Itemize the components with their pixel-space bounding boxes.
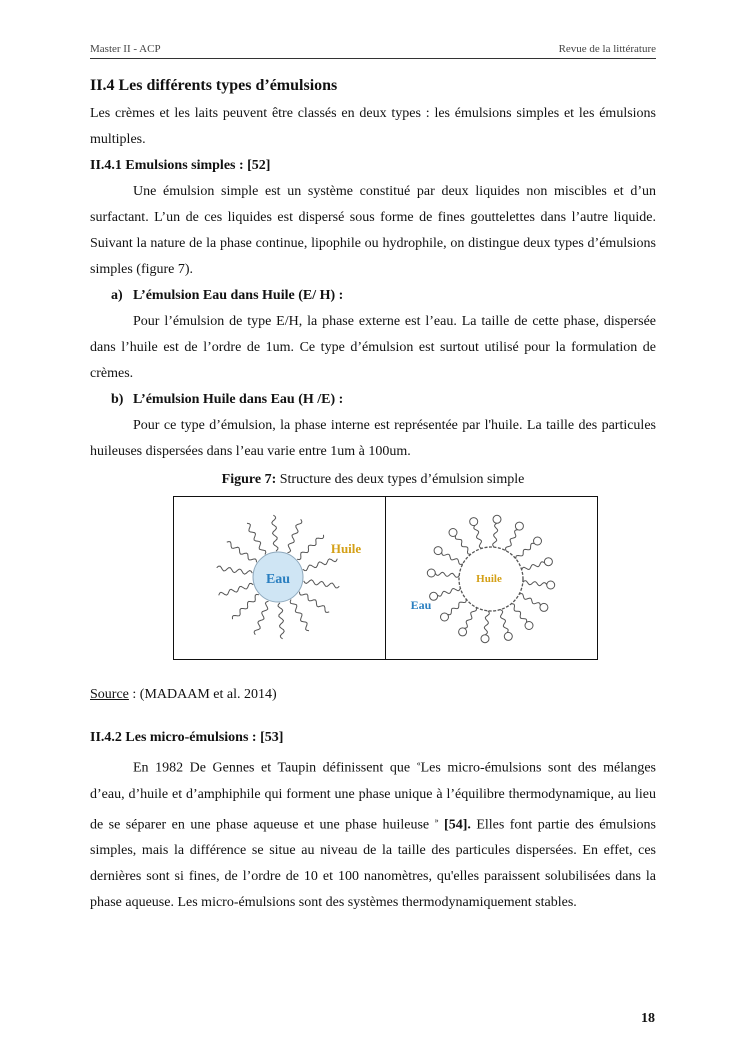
emulsion-figure bbox=[173, 496, 598, 660]
figure-label: Figure 7: bbox=[221, 472, 277, 487]
page-content bbox=[90, 75, 656, 916]
surfactant-head bbox=[481, 635, 489, 643]
item-b-heading bbox=[90, 387, 656, 413]
item-a-title: L’émulsion Eau dans Huile (E/ H) : bbox=[133, 288, 344, 303]
surfactant-head bbox=[449, 529, 457, 537]
figure-caption-text: Structure des deux types d’émulsion simple bbox=[279, 472, 525, 487]
source-text: : (MADAAM et al. 2014) bbox=[128, 687, 277, 702]
surfactant-tail bbox=[247, 523, 266, 554]
surfactant-tail bbox=[442, 553, 463, 565]
water-in-oil-diagram bbox=[174, 497, 385, 659]
simple-emulsion-paragraph: Une émulsion simple est un système constitué par deux liquides non miscibles et d’un surfactant. L’un de ces liquides est dispersé sous forme de fines gouttelettes dans l’autre liquide. Suivant la nature de la phase continue, lipophile ou hydrophile, on distingue deux types d’émulsions simples (figure 7). bbox=[90, 184, 656, 277]
surfactant-head bbox=[544, 558, 552, 566]
surfactant-tail bbox=[500, 610, 508, 633]
micro-ref: [54]. bbox=[438, 817, 471, 833]
surfactant-tail bbox=[465, 607, 477, 628]
figure-panel-oil-in-water bbox=[385, 497, 597, 659]
surfactant-tail bbox=[278, 603, 284, 639]
surfactant-tail bbox=[303, 559, 338, 571]
surfactant-tail bbox=[437, 588, 460, 596]
surfactant-tail bbox=[448, 599, 467, 614]
center-label-eau: Eau bbox=[265, 572, 291, 587]
surfactant-tail bbox=[232, 594, 259, 619]
surfactant-tail bbox=[455, 536, 470, 555]
surfactant-head bbox=[504, 632, 512, 640]
surfactant-tail bbox=[219, 583, 254, 595]
surfactant-tail bbox=[254, 601, 268, 635]
surfactant-tail bbox=[217, 566, 253, 574]
surfactant-tail bbox=[484, 611, 489, 635]
surfactant-head bbox=[434, 547, 442, 555]
surfactant-head bbox=[470, 518, 478, 526]
header-right: Revue de la littérature bbox=[558, 43, 656, 55]
source-label: Source bbox=[90, 687, 129, 702]
close-quote: » bbox=[434, 815, 439, 825]
surfactant-head bbox=[525, 622, 533, 630]
surfactant-tail bbox=[288, 519, 302, 553]
section-title: II.4 Les différents types d’émulsions bbox=[90, 77, 338, 94]
page-header bbox=[90, 43, 656, 59]
header-left: Master II - ACP bbox=[90, 43, 161, 55]
open-quote: « bbox=[416, 759, 421, 768]
page-number: 18 bbox=[641, 1011, 655, 1026]
item-a-marker: a) bbox=[111, 288, 123, 303]
surfactant-tail bbox=[519, 594, 540, 606]
surfactant-head bbox=[441, 613, 449, 621]
surfactant-tail bbox=[297, 535, 324, 560]
figure-source bbox=[90, 685, 656, 705]
surfactant-head bbox=[547, 581, 555, 589]
surfactant-head bbox=[540, 603, 548, 611]
oil-in-water-diagram bbox=[386, 497, 597, 659]
figure-panel-water-in-oil bbox=[174, 497, 385, 659]
figure-caption bbox=[90, 470, 656, 490]
surfactant-tail bbox=[493, 523, 498, 547]
surfactant-head bbox=[427, 569, 435, 577]
surfactant-tail bbox=[516, 543, 535, 558]
surfactant-tail bbox=[300, 592, 330, 613]
surfactant-tail bbox=[474, 525, 482, 548]
surfactant-tail bbox=[272, 515, 278, 551]
surfactant-tail bbox=[304, 580, 340, 588]
center-label-huile: Huile bbox=[476, 573, 502, 585]
item-a-heading bbox=[90, 283, 656, 309]
surfactant-head bbox=[493, 515, 501, 523]
item-a-paragraph: Pour l’émulsion de type E/H, la phase externe est l’eau. La taille de cette phase, dispersée dans l’huile est de l’ordre de 1um. Ce type d’émulsion est surtout utilisé pour la formulation de crèmes. bbox=[90, 314, 656, 381]
item-b-paragraph: Pour ce type d’émulsion, la phase interne est représentée par l'huile. La taille des particules huileuses dispersées dans l’eau varie entre 1um à 100um. bbox=[90, 418, 656, 459]
surfactant-tail bbox=[522, 562, 545, 570]
item-b-marker: b) bbox=[111, 392, 124, 407]
surfactant-head bbox=[515, 522, 523, 530]
micro-p1: En 1982 De Gennes et Taupin définissent que bbox=[133, 760, 417, 776]
surfactant-tail bbox=[227, 542, 257, 563]
subsection-title-micro: II.4.2 Les micro-émulsions : [53] bbox=[90, 730, 284, 745]
subsection-title-simple: II.4.1 Emulsions simples : [52] bbox=[90, 158, 271, 173]
surfactant-tail bbox=[523, 581, 547, 586]
surfactant-tail bbox=[506, 530, 518, 551]
surfactant-head bbox=[534, 537, 542, 545]
outer-label-eau: Eau bbox=[410, 598, 432, 612]
micro-emulsion-paragraph bbox=[90, 751, 656, 916]
surfactant-head bbox=[459, 628, 467, 636]
micro-p2: Elles font partie des émulsions simples, mais la différence se situe au niveau de la taille des particules dispersées. En effet, ces dernières sont si fines, de l’ordre de 10 et 100 nanomètres, qu'elles paraissent solubilisées dans la phase aqueuse. Les micro-émulsions sont des systèmes thermodynamiquement stables. bbox=[90, 817, 656, 911]
outer-label-huile: Huile bbox=[330, 541, 362, 556]
item-b-title: L’émulsion Huile dans Eau (H /E) : bbox=[133, 392, 344, 407]
surfactant-tail bbox=[435, 572, 459, 577]
surfactant-tail bbox=[511, 604, 526, 623]
intro-paragraph: Les crèmes et les laits peuvent être classés en deux types : les émulsions simples et les émulsions multiples. bbox=[90, 106, 656, 147]
micro-quote: Les micro-émulsions sont des mélanges d’eau, d’huile et d’amphiphile qui forment une phase unique à l’équilibre thermodynamique, au lieu de se séparer en une phase aqueuse et une phase huileuse bbox=[90, 760, 656, 833]
surfactant-tail bbox=[290, 600, 309, 631]
